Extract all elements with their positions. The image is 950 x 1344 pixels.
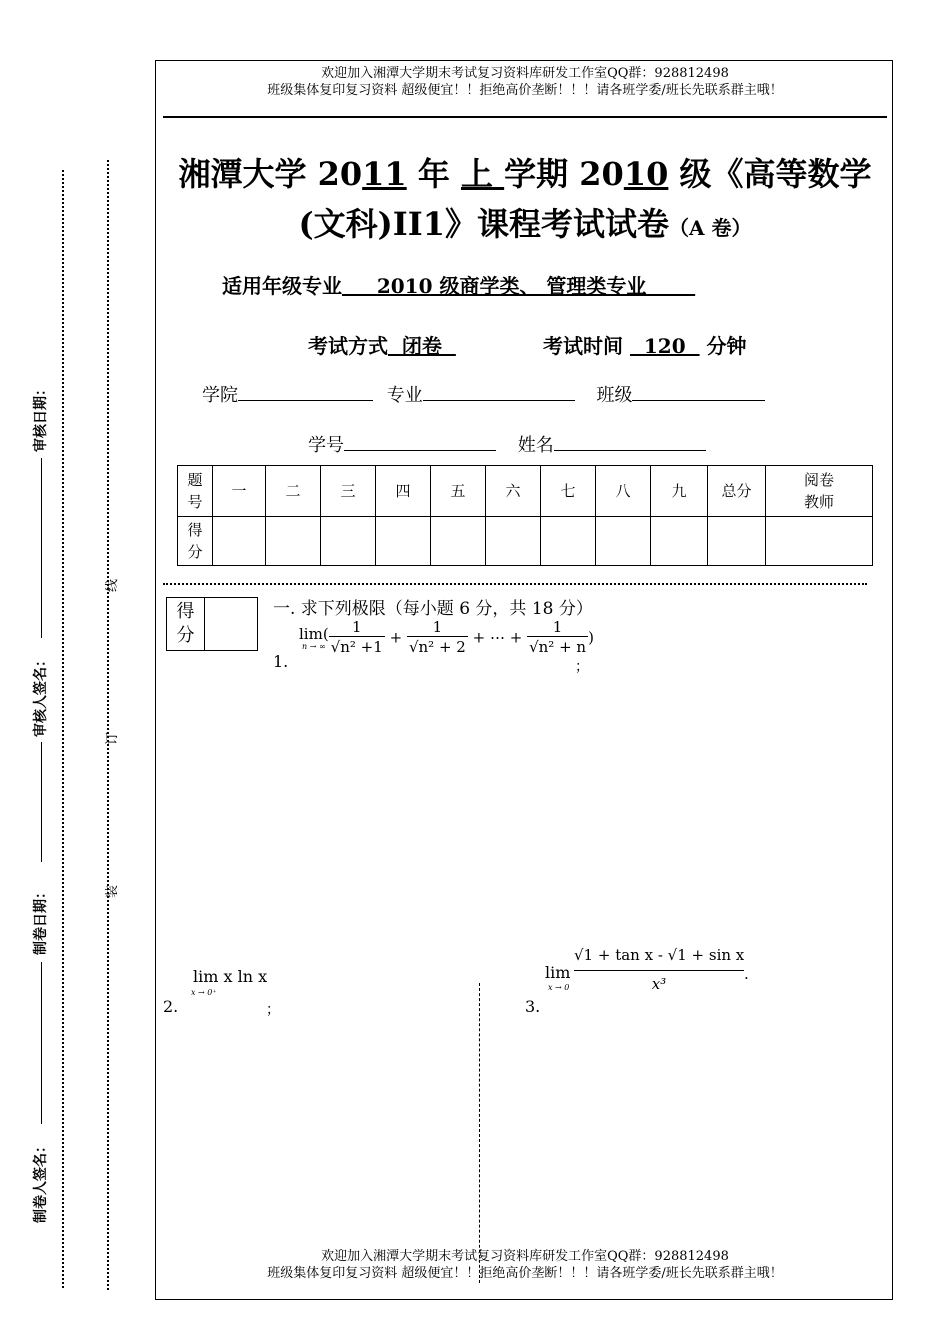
score-cell[interactable]: [321, 517, 376, 566]
auditor-sign-label: 审核人签名：: [33, 653, 49, 737]
score-cell[interactable]: [766, 517, 873, 566]
score-cell[interactable]: [708, 517, 766, 566]
teacher-header: 阅卷 教师: [766, 466, 873, 517]
time-label: 考试时间: [543, 334, 623, 358]
q1-number: 1.: [273, 652, 289, 671]
q1-lim-sub: n → ∞: [302, 641, 326, 651]
binding-dotted-line-outer: [62, 170, 64, 1288]
col-total: 总分: [708, 466, 766, 517]
title-grade: 10: [623, 155, 669, 193]
score-cell[interactable]: [651, 517, 708, 566]
q1-lim: lim(: [299, 624, 329, 643]
class-label: 班级: [596, 385, 633, 406]
footer-line-1: 欢迎加入湘潭大学期末考试复习资料库研发工作室QQ群：928812498: [321, 1249, 729, 1264]
specialty-label: 专业: [386, 385, 423, 406]
maker-date-label: 制卷日期：: [33, 885, 49, 955]
header-line-2: 班级集体复印复习资料 超级便宜！！拒绝高价垄断！！！请各班学委/班长先联系群主哦！: [267, 83, 783, 98]
student-info-line-1: [202, 381, 765, 407]
col-6: 六: [486, 466, 541, 517]
section-score-field[interactable]: [205, 598, 258, 651]
q3-end: .: [744, 965, 749, 983]
col-9: 九: [651, 466, 708, 517]
section-score-label: 得 分: [167, 598, 205, 651]
section-score-box: [166, 597, 258, 651]
q2-end: ；: [266, 1002, 280, 1018]
col-7: 七: [541, 466, 596, 517]
score-cell[interactable]: [213, 517, 266, 566]
score-cell[interactable]: [596, 517, 651, 566]
student-id-label: 学号: [308, 435, 344, 456]
q3-lim-sub: x → 0: [548, 983, 570, 992]
binding-mark-install: 装: [105, 884, 120, 898]
audit-date-label: 审核日期：: [33, 382, 49, 452]
exam-time-line: [543, 330, 747, 359]
class-field[interactable]: [632, 400, 765, 401]
score-cell[interactable]: [486, 517, 541, 566]
col-2: 二: [266, 466, 321, 517]
title-part-4: 级《高等数学: [668, 155, 872, 193]
q1-end: ；: [575, 659, 589, 675]
q3-lim: lim: [545, 963, 571, 982]
college-field[interactable]: [238, 400, 373, 401]
footer-line-2: 班级集体复印复习资料 超级便宜！！拒绝高价垄断！！！请各班学委/班长先联系群主哦！: [267, 1266, 783, 1281]
q3-fraction-bar: [574, 970, 744, 971]
score-cell[interactable]: [376, 517, 431, 566]
q3-number: 3.: [525, 997, 541, 1016]
section-1-heading: 一. 求下列极限（每小题 6 分，共 18 分）: [273, 599, 593, 619]
mode-value: 闭卷: [388, 334, 456, 358]
binding-dotted-line-inner: [107, 160, 109, 1290]
section-divider: [163, 583, 867, 585]
title-part-1: 湘潭大学 20: [178, 155, 363, 193]
column-divider: [479, 983, 480, 1283]
col-8: 八: [596, 466, 651, 517]
binding-mark-order: 订: [105, 731, 120, 745]
score-table-score-row: [178, 517, 873, 566]
exam-title-line-2: [160, 202, 890, 250]
score-row-header: 得 分: [178, 517, 213, 566]
col-3: 三: [321, 466, 376, 517]
q3-numerator: √1 + tan x - √1 + sin x: [574, 946, 745, 964]
binding-mark-line: 线: [105, 578, 120, 592]
col-1: 一: [213, 466, 266, 517]
score-table-header-row: [178, 466, 873, 517]
major-value: 2010 级商学类、 管理类专业: [342, 274, 696, 298]
exam-mode-line: [308, 330, 456, 359]
score-cell[interactable]: [431, 517, 486, 566]
q2-lim: lim x ln x: [193, 967, 268, 986]
q1-ellipsis: + ⋯ +: [472, 628, 523, 647]
maker-sign-label: 制卷人签名：: [33, 1139, 49, 1223]
header-rule: [163, 116, 887, 118]
maker-sign-line[interactable]: [41, 962, 42, 1124]
header-line-1: 欢迎加入湘潭大学期末考试复习资料库研发工作室QQ群：928812498: [321, 66, 729, 81]
major-line: [222, 270, 695, 299]
student-id-field[interactable]: [344, 450, 496, 451]
q2-number: 2.: [163, 997, 179, 1016]
title-part-2: 年: [406, 155, 461, 193]
title-paper-version: （A 卷）: [669, 216, 752, 240]
title-term: 上: [460, 155, 505, 193]
maker-date-line[interactable]: [41, 742, 42, 862]
col-4: 四: [376, 466, 431, 517]
q3-denominator: x³: [651, 975, 667, 993]
specialty-field[interactable]: [423, 400, 575, 401]
q1-term-2: $\frac{1}{\text{√n² + 2}}$: [408, 618, 466, 656]
time-unit: 分钟: [706, 334, 747, 358]
score-table: [177, 465, 873, 566]
title-year: 11: [362, 155, 407, 193]
college-label: 学院: [202, 385, 238, 406]
student-info-line-2: [308, 431, 706, 457]
score-cell[interactable]: [541, 517, 596, 566]
q2-lim-sub: x → 0⁺: [191, 988, 217, 997]
mode-label: 考试方式: [308, 334, 388, 358]
q1-close: ): [588, 628, 594, 647]
question-number-header: 题 号: [178, 466, 213, 517]
score-cell[interactable]: [266, 517, 321, 566]
q1-term-1: $\frac{1}{\text{√n² +1}}$: [330, 618, 383, 656]
name-field[interactable]: [554, 450, 706, 451]
q1-term-3: $\frac{1}{\text{√n² + n}}$: [529, 618, 587, 656]
title-line-2: (文科)II1》课程考试试卷: [298, 205, 669, 243]
major-label: 适用年级专业: [222, 274, 342, 298]
auditor-sign-line[interactable]: [41, 458, 42, 638]
q1-expression: lim( n → ∞ $\frac{1}{\text{√n² +1}}$ + $\frac{1}{\text{√n² + 2}}$ + ⋯ + $\frac{1}{\text{√n² + n}}$ ): [299, 618, 594, 656]
exam-title-line-1: [160, 152, 890, 196]
col-5: 五: [431, 466, 486, 517]
title-part-3: 学期 20: [504, 155, 624, 193]
time-value: 120: [629, 334, 700, 358]
name-label: 姓名: [517, 435, 554, 456]
